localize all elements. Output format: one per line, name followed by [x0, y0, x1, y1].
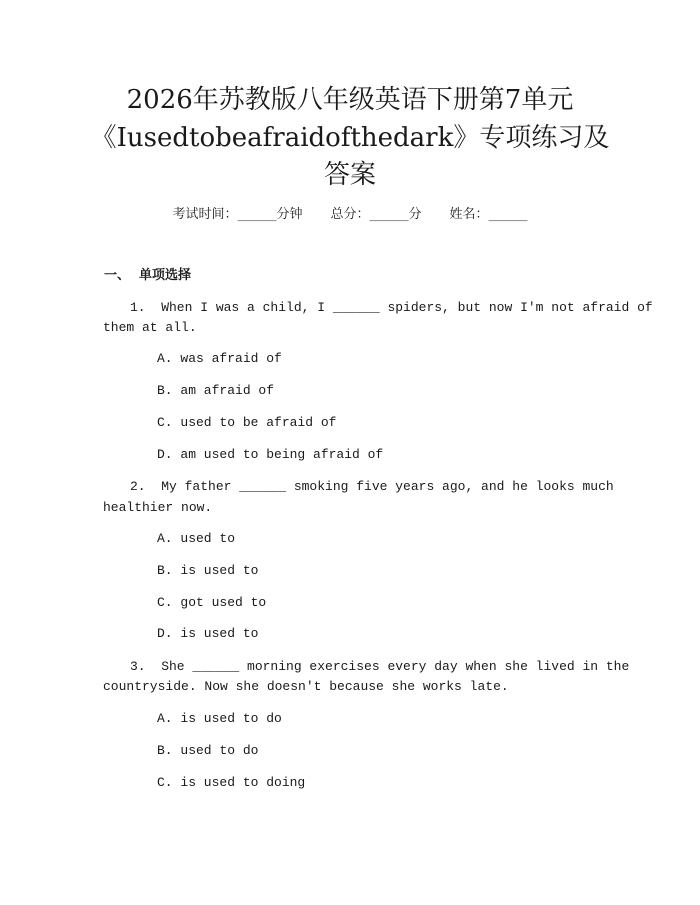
exam-time: 考试时间：______分钟 [172, 207, 303, 222]
question-2-option-b: B. is used to [157, 563, 259, 578]
question-3-option-a: A. is used to do [157, 711, 282, 726]
question-1-option-d: D. am used to being afraid of [157, 447, 384, 462]
exam-score: 总分：______分 [330, 207, 422, 222]
question-1-option-c: C. used to be afraid of [157, 415, 337, 430]
question-3-option-c: C. is used to doing [157, 775, 306, 790]
exam-info [0, 205, 700, 225]
question-2-option-c: C. got used to [157, 595, 267, 610]
document-title-line-2: 《Iusedtobeafraidofthedark》专项练习及 [90, 123, 610, 153]
question-1-option-a: A. was afraid of [157, 351, 282, 366]
question-1-text-continued: them at all. [103, 320, 197, 335]
question-1-option-b: B. am afraid of [157, 383, 275, 398]
question-1-text: 1. When I was a child, I ______ spiders, but now I'm not afraid of [130, 300, 653, 315]
document-title-line-1: 2026年苏教版八年级英语下册第7单元 [126, 85, 574, 115]
question-2-option-a: A. used to [157, 531, 236, 546]
exam-name: 姓名：______ [449, 207, 528, 222]
document-title-line-3: 答案 [323, 160, 376, 190]
section-heading: 一、 单项选择 [104, 268, 192, 283]
question-2-option-d: D. is used to [157, 626, 259, 641]
question-3-text: 3. She ______ morning exercises every day when she lived in the [130, 659, 630, 674]
question-3-option-b: B. used to do [157, 743, 259, 758]
question-2-text: 2. My father ______ smoking five years ago, and he looks much [130, 479, 614, 494]
question-3-text-continued: countryside. Now she doesn't because she works late. [103, 679, 509, 694]
question-2-text-continued: healthier now. [103, 500, 213, 515]
